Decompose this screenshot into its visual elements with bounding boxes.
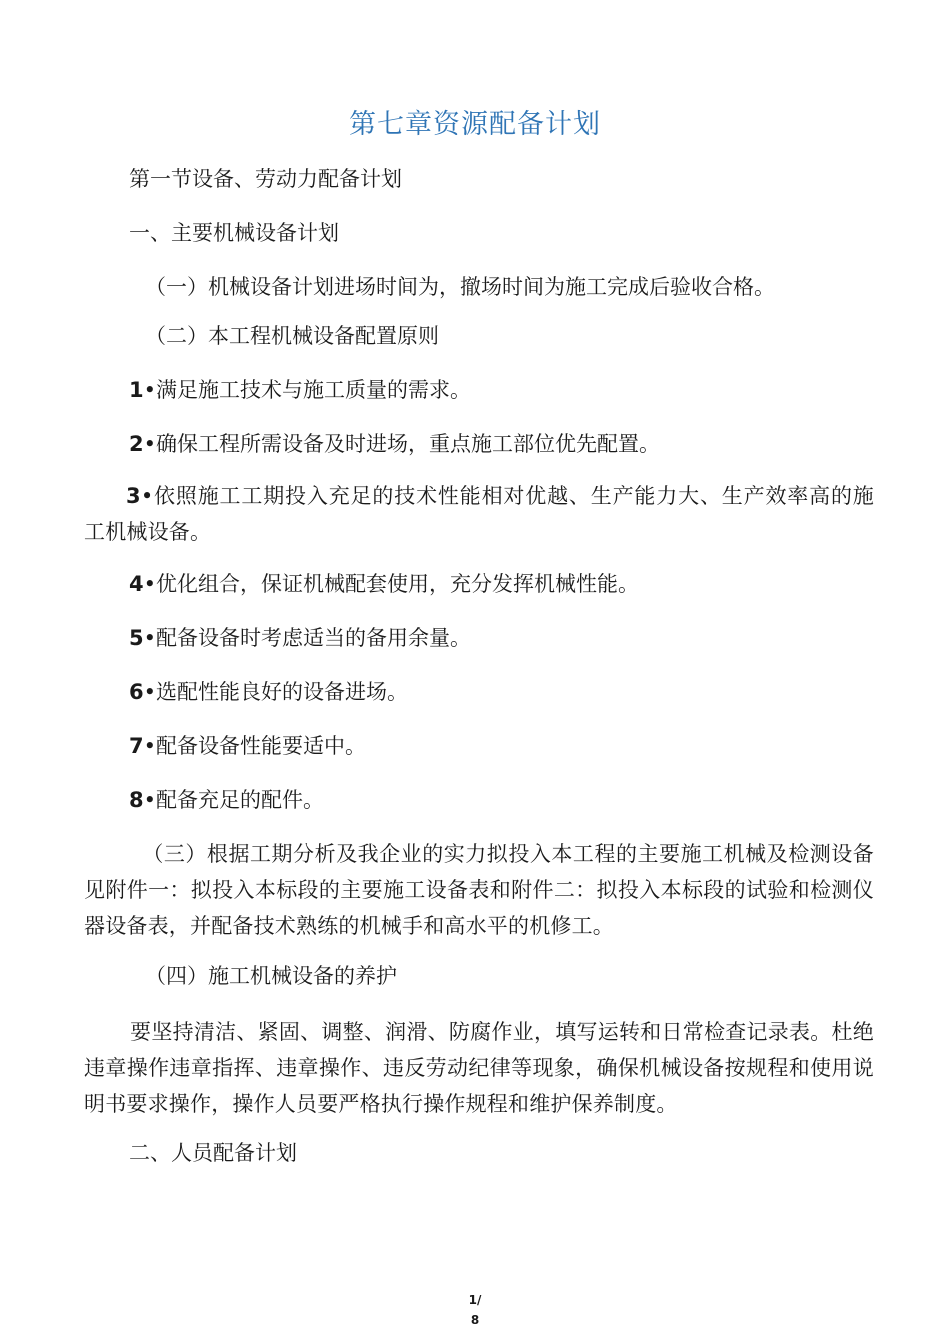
paragraph-maintenance [84, 1014, 874, 1122]
list-item-number: 7 [129, 734, 144, 758]
list-item [129, 568, 639, 600]
list-item-text: •配备设备时考虑适当的备用余量。 [143, 626, 472, 650]
paragraph-text: 要坚持清洁、紧固、调整、润滑、防腐作业，填写运转和日常检查记录表。杜绝违章操作违章指挥、违章操作、违反劳动纪律等现象，确保机械设备按规程和使用说明书要求操作，操作人员要严格执行操作规程和维护保养制度。 [84, 1020, 874, 1116]
page-number-bottom: 8 [470, 1313, 480, 1327]
list-item-number: 3 [126, 484, 141, 508]
list-item-number: 6 [129, 680, 144, 704]
list-item [84, 478, 874, 550]
list-item-text: •满足施工技术与施工质量的需求。 [143, 378, 472, 402]
list-item-text: •优化组合，保证机械配套使用，充分发挥机械性能。 [143, 572, 640, 596]
list-item [129, 730, 366, 762]
list-item-number: 5 [129, 626, 144, 650]
list-item [129, 784, 324, 816]
list-item-text: •选配性能良好的设备进场。 [143, 680, 409, 704]
subheading-maintenance: （四）施工机械设备的养护 [145, 964, 397, 988]
list-item-number: 4 [129, 572, 144, 596]
list-item-number: 1 [129, 378, 144, 402]
list-item [129, 622, 471, 654]
list-item-text: •依照施工工期投入充足的技术性能相对优越、生产能力大、生产效率高的施工机械设备。 [84, 484, 874, 544]
page-number [0, 1290, 950, 1330]
list-item [129, 374, 471, 406]
heading-staffing-plan: 二、人员配备计划 [129, 1141, 297, 1165]
paragraph-equipment-list [84, 836, 874, 944]
list-item [129, 676, 408, 708]
paragraph-text: （三）根据工期分析及我企业的实力拟投入本工程的主要施工机械及检测设备见附件一：拟投入本标段的主要施工设备表和附件二：拟投入本标段的试验和检测仪器设备表，并配备技术熟练的机械手和高水平的机修工。 [84, 842, 874, 938]
list-item-number: 8 [129, 788, 144, 812]
list-item-number: 2 [129, 432, 144, 456]
list-item-text: •配备设备性能要适中。 [143, 734, 367, 758]
heading-equipment-plan: 一、主要机械设备计划 [129, 221, 339, 245]
section-heading: 第一节设备、劳动力配备计划 [129, 167, 402, 191]
list-item-text: •确保工程所需设备及时进场，重点施工部位优先配置。 [143, 432, 661, 456]
subheading-entry-time: （一）机械设备计划进场时间为，撤场时间为施工完成后验收合格。 [145, 275, 775, 299]
list-item-text: •配备充足的配件。 [143, 788, 325, 812]
subheading-config-principles: （二）本工程机械设备配置原则 [145, 324, 439, 348]
chapter-title: 第七章资源配备计划 [349, 109, 601, 140]
page-number-top: 1/ [468, 1293, 482, 1307]
list-item [129, 428, 660, 460]
